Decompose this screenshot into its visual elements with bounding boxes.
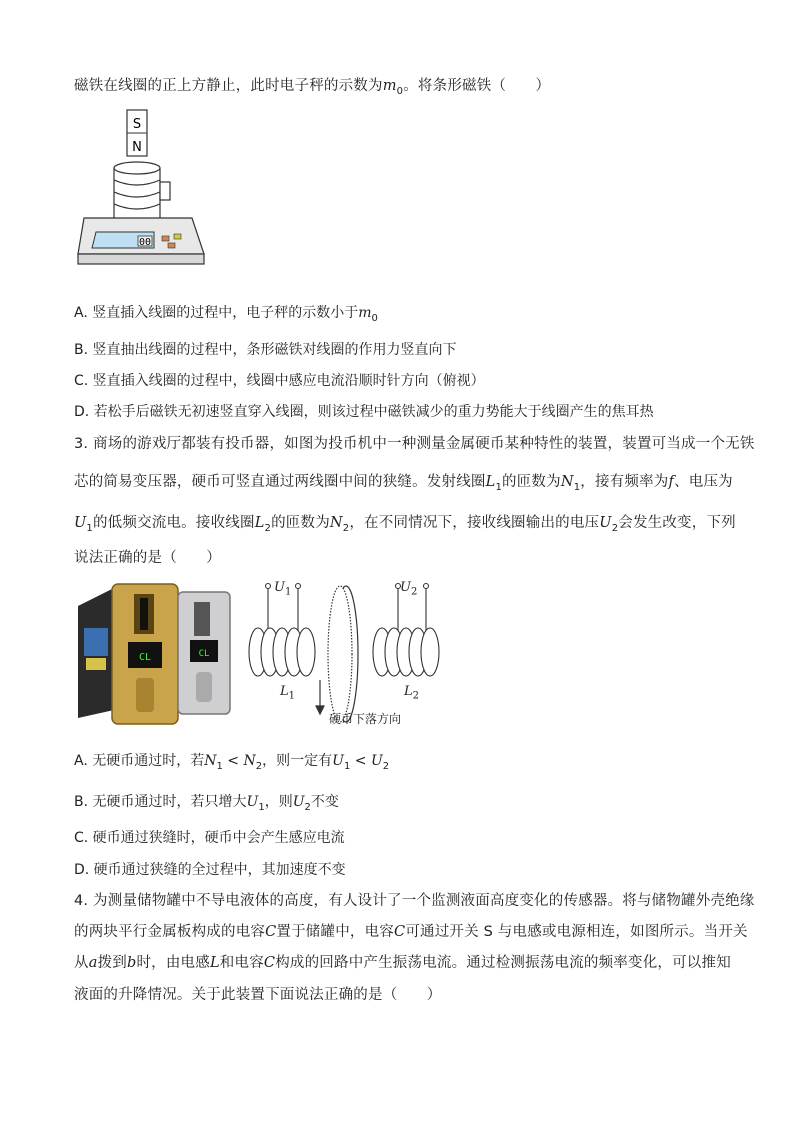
q3-stem-line2: 芯的简易变压器，硬币可竖直通过两线圈中间的狭缝。发射线圈$L_1$的匝数为$N_1$，接有频率为f、电压为 [74,474,733,493]
q2-option-a[interactable]: A. 竖直插入线圈的过程中，电子秤的示数小于$m_0$ [74,305,378,324]
q4-stem-line2: 的两块平行金属板构成的电容C置于储罐中，电容C可通过开关 S 与电感或电源相连，如图所示。当开关 [74,924,748,940]
label-fall-direction: 硬币下落方向 [329,712,402,726]
q2-option-c[interactable]: C. 竖直插入线圈的过程中，线圈中感应电流沿顺时针方向（俯视） [74,373,485,389]
scale-display: 00 [138,237,152,248]
coil-coin-diagram [240,576,450,732]
q3-stem-line4: 说法正确的是（ ） [74,550,221,566]
q3-option-b[interactable]: B. 无硬币通过时，若只增大$U_1$，则$U_2$不变 [74,794,339,813]
coil [114,162,170,222]
q3-option-a[interactable]: A. 无硬币通过时，若$N_1 < N_2$，则一定有$U_1 < U_2$ [74,753,390,772]
coin [328,586,358,722]
q2-stem-end: 磁铁在线圈的正上方静止，此时电子秤的示数为$m_0$。将条形磁铁（ ） [74,78,551,97]
q2-option-d[interactable]: D. 若松手后磁铁无初速竖直穿入线圈，则该过程中磁铁减少的重力势能大于线圈产生的焦耳热 [74,404,654,420]
machine-display-silver: CL [198,649,210,659]
q3-stem-line3: $U_1$的低频交流电。接收线圈$L_2$的匝数为$N_2$，在不同情况下，接收线圈输出的电压$U_2$会发生改变，下列 [74,515,736,534]
q3-stem-line1: 3. 商场的游戏厅都装有投币器，如图为投币机中一种测量金属硬币某种特性的装置，装置可当成一个无铁 [74,436,755,452]
magnet-n-label: N [132,140,142,155]
label-l2: $L_2$ [404,684,420,702]
label-u2: $U_2$ [400,580,418,598]
q3-option-d[interactable]: D. 硬币通过狭缝的全过程中，其加速度不变 [74,862,346,878]
label-l1: $L_1$ [280,684,296,702]
coin-acceptor-photo [74,578,238,728]
magnet-scale-figure [74,106,214,270]
q3-option-c[interactable]: C. 硬币通过狭缝时，硬币中会产生感应电流 [74,830,345,846]
q4-stem-line4: 液面的升降情况。关于此装置下面说法正确的是（ ） [74,987,442,1003]
q4-stem-line1: 4. 为测量储物罐中不导电液体的高度，有人设计了一个监测液面高度变化的传感器。将与储物罐外壳绝缘 [74,893,755,909]
magnet-s-label: S [132,117,142,132]
machine-display-gold: CL [138,652,152,663]
fall-direction-arrow [316,680,324,714]
q2-option-b[interactable]: B. 竖直抽出线圈的过程中，条形磁铁对线圈的作用力竖直向下 [74,342,457,358]
q4-stem-line3: 从a拨到b时，由电感L和电容C构成的回路中产生振荡电流。通过检测振荡电流的频率变化，可以推知 [74,955,731,971]
label-u1: $U_1$ [274,580,292,598]
